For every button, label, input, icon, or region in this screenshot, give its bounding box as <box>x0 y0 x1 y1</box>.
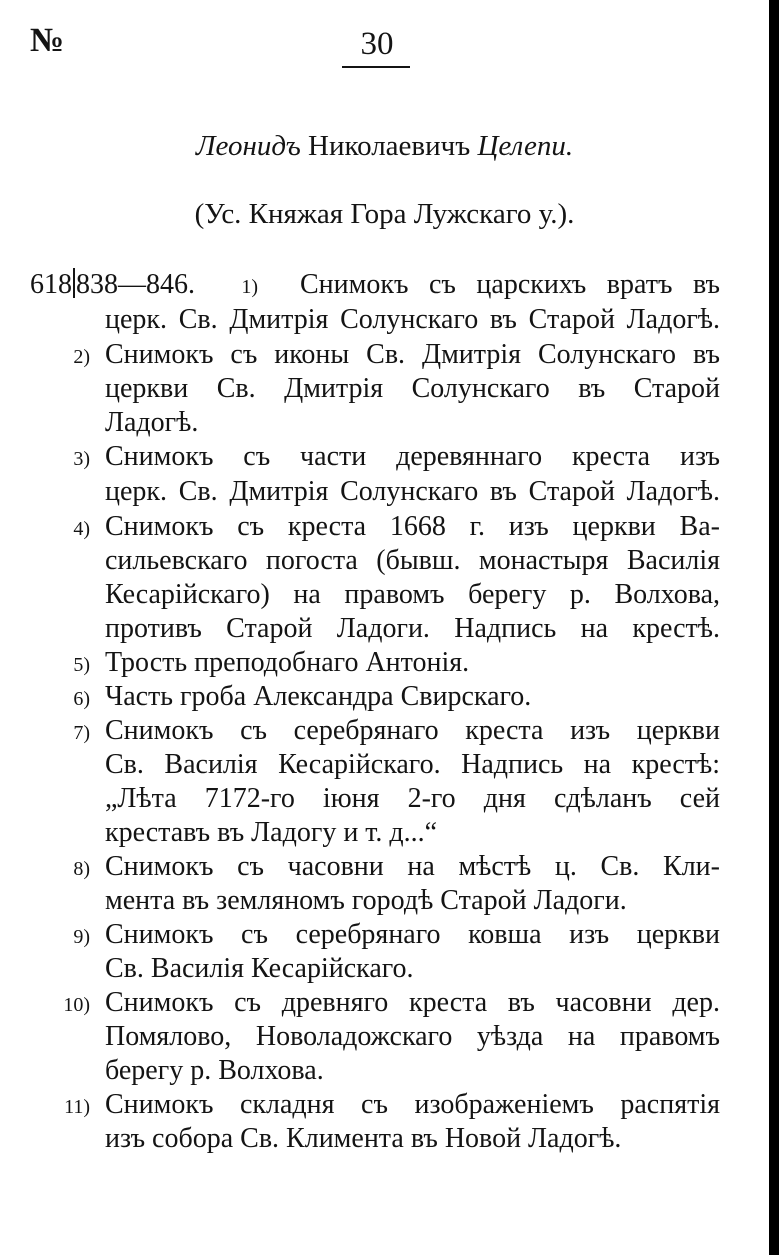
item-line: Св. Василія Кесарійскаго. Надпись на крестѣ: <box>105 749 720 780</box>
item-line: мента въ земляномъ городѣ Старой Ладоги. <box>105 885 627 916</box>
item-line: Ладогѣ. <box>105 407 199 438</box>
author-first-name: Леонидъ <box>195 130 301 162</box>
item-line: „Лѣта 7172-го іюня 2-го дня сдѣланъ сей <box>105 783 720 814</box>
catalog-range-divider <box>73 268 75 298</box>
item-line: Св. Василія Кесарійскаго. <box>105 953 414 984</box>
item-line: Помялово, Новоладожскаго уѣзда на правомъ <box>105 1021 720 1052</box>
item-number: 1) <box>241 276 258 298</box>
item-line: церк. Св. Дмитрія Солунскаго въ Старой Ладогѣ. <box>105 304 720 335</box>
author-patronymic: Николаевичъ <box>308 130 471 162</box>
author-name <box>0 130 769 163</box>
location: (Ус. Княжая Гора Лужскаго у.). <box>194 198 575 230</box>
item-line: изъ собора Св. Климента въ Новой Ладогѣ. <box>105 1123 622 1154</box>
item-number: 8) <box>73 858 90 880</box>
author-surname: Целепи. <box>477 130 574 162</box>
catalog-range-left: 618 <box>30 269 72 300</box>
item-line: Снимокъ складня съ изображеніемъ распятія <box>105 1089 720 1120</box>
item-line: Снимокъ съ иконы Св. Дмитрія Солунскаго въ <box>105 339 720 370</box>
item-number: 9) <box>73 926 90 948</box>
item-line: Снимокъ съ части деревяннаго креста изъ <box>105 441 720 472</box>
item-line: противъ Старой Ладоги. Надпись на крестѣ. <box>105 613 720 644</box>
item-line: Снимокъ съ серебрянаго креста изъ церкви <box>105 715 720 746</box>
page-number: 30 <box>360 26 394 62</box>
item-number: 5) <box>73 654 90 676</box>
item-line: Снимокъ съ часовни на мѣстѣ ц. Св. Кли- <box>105 851 720 882</box>
catalog-range-right: 838—846. <box>76 269 195 300</box>
item-number: 2) <box>73 346 90 368</box>
item-line: Снимокъ съ древняго креста въ часовни дер. <box>105 987 720 1018</box>
item-line: Снимокъ съ креста 1668 г. изъ церкви Ва- <box>105 511 720 542</box>
item-line: Часть гроба Александра Свирскаго. <box>105 681 532 712</box>
item-line: церк. Св. Дмитрія Солунскаго въ Старой Ладогѣ. <box>105 476 720 507</box>
item-number: 11) <box>64 1096 90 1118</box>
item-number: 4) <box>73 518 90 540</box>
number-sign: № <box>30 22 65 59</box>
item-line: сильевскаго погоста (бывш. монастыря Василія <box>105 545 720 576</box>
item-number: 10) <box>63 994 90 1016</box>
item-line: Кесарійскаго) на правомъ берегу р. Волхова, <box>105 579 720 610</box>
item-line: Трость преподобнаго Антонія. <box>105 647 470 678</box>
item-line: Снимокъ съ царскихъ вратъ въ <box>300 269 720 300</box>
item-number: 3) <box>73 448 90 470</box>
page-edge <box>769 0 779 1255</box>
page-number-underline <box>342 66 410 68</box>
item-line: церкви Св. Дмитрія Солунскаго въ Старой <box>105 373 720 404</box>
item-line: Снимокъ съ серебрянаго ковша изъ церкви <box>105 919 720 950</box>
item-number: 7) <box>73 722 90 744</box>
item-line: креставъ въ Ладогу и т. д...“ <box>105 817 438 848</box>
catalog-range <box>30 268 195 302</box>
item-number: 6) <box>73 688 90 710</box>
item-line: берегу р. Волхова. <box>105 1055 324 1086</box>
